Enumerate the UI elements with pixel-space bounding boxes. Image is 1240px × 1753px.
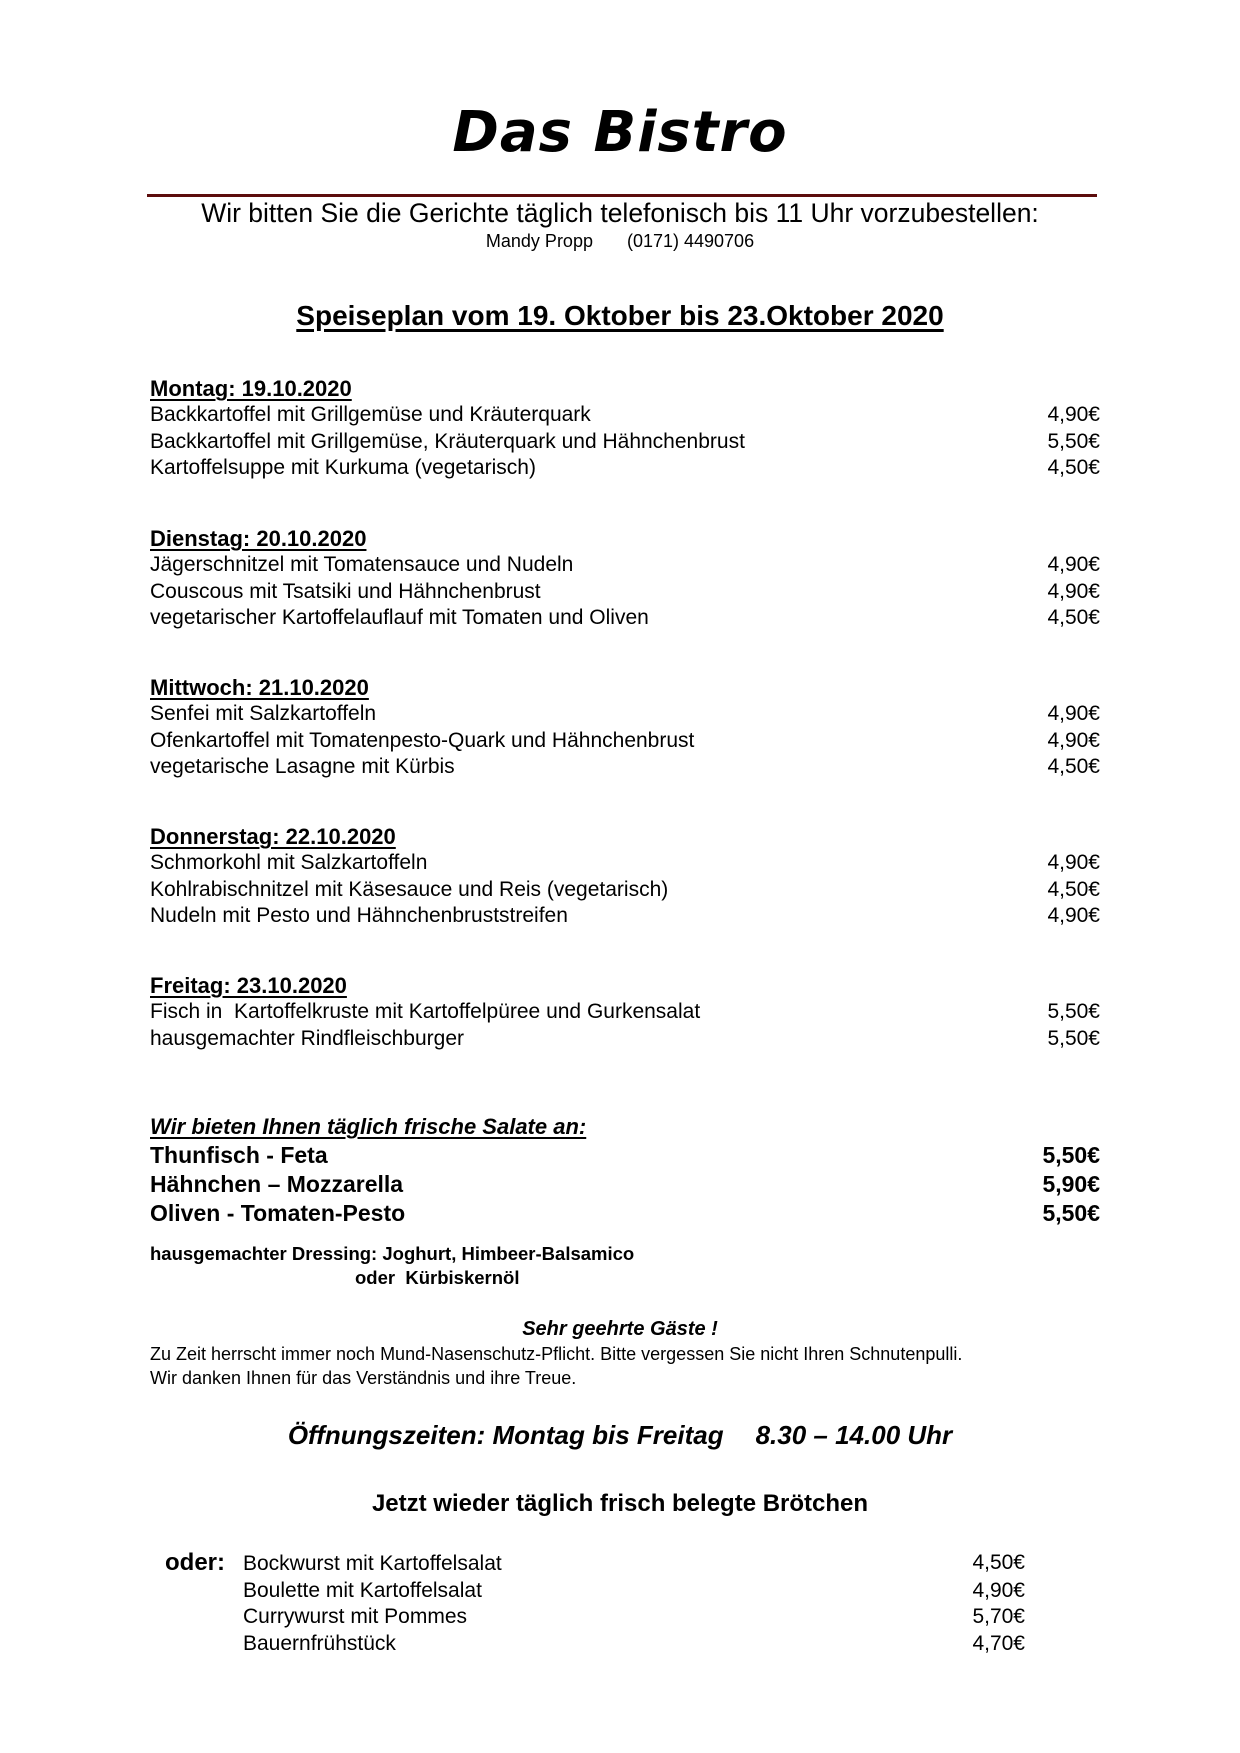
contact-line xyxy=(0,231,1240,252)
dish-price: 5,50€ xyxy=(1047,1000,1100,1023)
dish-name: Backkartoffel mit Grillgemüse, Kräuterquark und Hähnchenbrust xyxy=(150,429,745,453)
dish-price: 5,50€ xyxy=(1047,1026,1100,1050)
day-section-tuesday xyxy=(150,526,1100,632)
extra-name: Bockwurst mit Kartoffelsalat xyxy=(243,1552,502,1575)
extra-price: 5,70€ xyxy=(972,1605,1025,1628)
salad-name: Thunfisch - Feta xyxy=(150,1142,328,1168)
opening-hours-time: 8.30 – 14.00 Uhr xyxy=(755,1420,953,1450)
dish-price: 4,50€ xyxy=(1047,606,1100,629)
rolls-note: Jetzt wieder täglich frisch belegte Brötchen xyxy=(371,1490,869,1517)
extras-section xyxy=(165,1550,1025,1657)
opening-hours xyxy=(0,1420,1240,1451)
day-heading: Donnerstag: 22.10.2020 xyxy=(150,824,396,849)
dish-name: Kohlrabischnitzel mit Käsesauce und Reis (vegetarisch) xyxy=(150,877,669,901)
dressing-line-1: hausgemachter Dressing: Joghurt, Himbeer-Balsamico xyxy=(150,1243,635,1264)
dish-price: 4,50€ xyxy=(1047,755,1100,778)
menu-item xyxy=(150,1026,1100,1053)
salad-price: 5,90€ xyxy=(1042,1171,1100,1197)
dish-price: 4,50€ xyxy=(1047,877,1100,901)
header-divider xyxy=(147,194,1097,197)
guests-line-1: Zu Zeit herrscht immer noch Mund-Nasenschutz-Pflicht. Bitte vergessen Sie nicht Ihren Schnutenpulli. xyxy=(150,1344,963,1364)
salad-item xyxy=(150,1170,1100,1199)
dish-price: 4,90€ xyxy=(1047,403,1100,426)
extra-name: Boulette mit Kartoffelsalat xyxy=(243,1578,482,1602)
extra-item xyxy=(165,1631,1025,1658)
dish-price: 4,90€ xyxy=(1047,702,1100,725)
guests-line-2: Wir danken Ihnen für das Verständnis und ihre Treue. xyxy=(150,1368,577,1388)
salads-section xyxy=(150,1113,1100,1228)
salad-item xyxy=(150,1199,1100,1228)
day-heading: Montag: 19.10.2020 xyxy=(150,376,352,401)
salads-heading: Wir bieten Ihnen täglich frische Salate an: xyxy=(150,1114,587,1139)
day-heading: Dienstag: 20.10.2020 xyxy=(150,526,367,551)
extra-price: 4,90€ xyxy=(972,1578,1025,1602)
menu-item xyxy=(150,579,1100,606)
salad-item xyxy=(150,1141,1100,1170)
salad-name: Oliven - Tomaten-Pesto xyxy=(150,1200,406,1226)
day-heading: Mittwoch: 21.10.2020 xyxy=(150,675,369,700)
menu-item xyxy=(150,605,1100,632)
dish-name: Fisch in Kartoffelkruste mit Kartoffelpüree und Gurkensalat xyxy=(150,1000,701,1023)
menu-item xyxy=(150,728,1100,755)
extras-prefix: oder: xyxy=(165,1549,225,1576)
restaurant-title: Das Bistro xyxy=(452,100,788,165)
day-heading: Freitag: 23.10.2020 xyxy=(150,973,347,998)
day-section-monday xyxy=(150,376,1100,482)
menu-item xyxy=(150,877,1100,904)
dish-name: Nudeln mit Pesto und Hähnchenbruststreifen xyxy=(150,904,568,927)
menu-item xyxy=(150,999,1100,1026)
salad-price: 5,50€ xyxy=(1042,1200,1100,1226)
dish-price: 4,90€ xyxy=(1047,579,1100,603)
day-section-wednesday xyxy=(150,675,1100,781)
extra-name: Bauernfrühstück xyxy=(243,1631,396,1655)
dish-name: Schmorkohl mit Salzkartoffeln xyxy=(150,851,428,874)
day-section-thursday xyxy=(150,824,1100,930)
opening-hours-label: Öffnungszeiten: Montag bis Freitag xyxy=(287,1420,724,1450)
day-section-friday xyxy=(150,973,1100,1052)
contact-name: Mandy Propp xyxy=(485,231,593,251)
dish-price: 4,90€ xyxy=(1047,553,1100,576)
dish-price: 5,50€ xyxy=(1047,429,1100,453)
contact-phone: (0171) 4490706 xyxy=(626,231,755,251)
extra-price: 4,50€ xyxy=(972,1551,1025,1574)
salad-name: Hähnchen – Mozzarella xyxy=(150,1171,404,1197)
dish-name: Backkartoffel mit Grillgemüse und Kräuterquark xyxy=(150,403,591,426)
dish-name: Ofenkartoffel mit Tomatenpesto-Quark und Hähnchenbrust xyxy=(150,728,695,752)
dish-name: Jägerschnitzel mit Tomatensauce und Nudeln xyxy=(150,553,574,576)
extra-item xyxy=(165,1550,1025,1578)
dish-price: 4,90€ xyxy=(1047,728,1100,752)
menu-item xyxy=(150,701,1100,728)
extra-item xyxy=(165,1578,1025,1605)
menu-item xyxy=(150,429,1100,456)
menu-item xyxy=(150,402,1100,429)
dish-name: Kartoffelsuppe mit Kurkuma (vegetarisch) xyxy=(150,456,536,479)
dish-name: vegetarischer Kartoffelauflauf mit Tomaten und Oliven xyxy=(150,606,649,629)
dish-name: vegetarische Lasagne mit Kürbis xyxy=(150,755,455,778)
menu-item xyxy=(150,903,1100,930)
dish-name: hausgemachter Rindfleischburger xyxy=(150,1026,465,1050)
guests-notice xyxy=(150,1342,962,1390)
extra-price: 4,70€ xyxy=(972,1631,1025,1655)
extra-item xyxy=(165,1604,1025,1631)
dish-name: Senfei mit Salzkartoffeln xyxy=(150,702,377,725)
dish-price: 4,90€ xyxy=(1047,904,1100,927)
menu-item xyxy=(150,754,1100,781)
guests-heading: Sehr geehrte Gäste ! xyxy=(522,1318,718,1340)
extra-name: Currywurst mit Pommes xyxy=(243,1605,468,1628)
salad-price: 5,50€ xyxy=(1042,1142,1100,1168)
dish-price: 4,50€ xyxy=(1047,456,1100,479)
menu-item xyxy=(150,455,1100,482)
dressing-note xyxy=(150,1242,634,1290)
menu-item xyxy=(150,552,1100,579)
plan-title: Speiseplan vom 19. Oktober bis 23.Oktober 2020 xyxy=(296,300,944,331)
dressing-line-2: oder Kürbiskernöl xyxy=(355,1267,520,1288)
order-note: Wir bitten Sie die Gerichte täglich telefonisch bis 11 Uhr vorzubestellen: xyxy=(201,198,1039,228)
menu-item xyxy=(150,850,1100,877)
dish-name: Couscous mit Tsatsiki und Hähnchenbrust xyxy=(150,579,541,603)
dish-price: 4,90€ xyxy=(1047,851,1100,874)
